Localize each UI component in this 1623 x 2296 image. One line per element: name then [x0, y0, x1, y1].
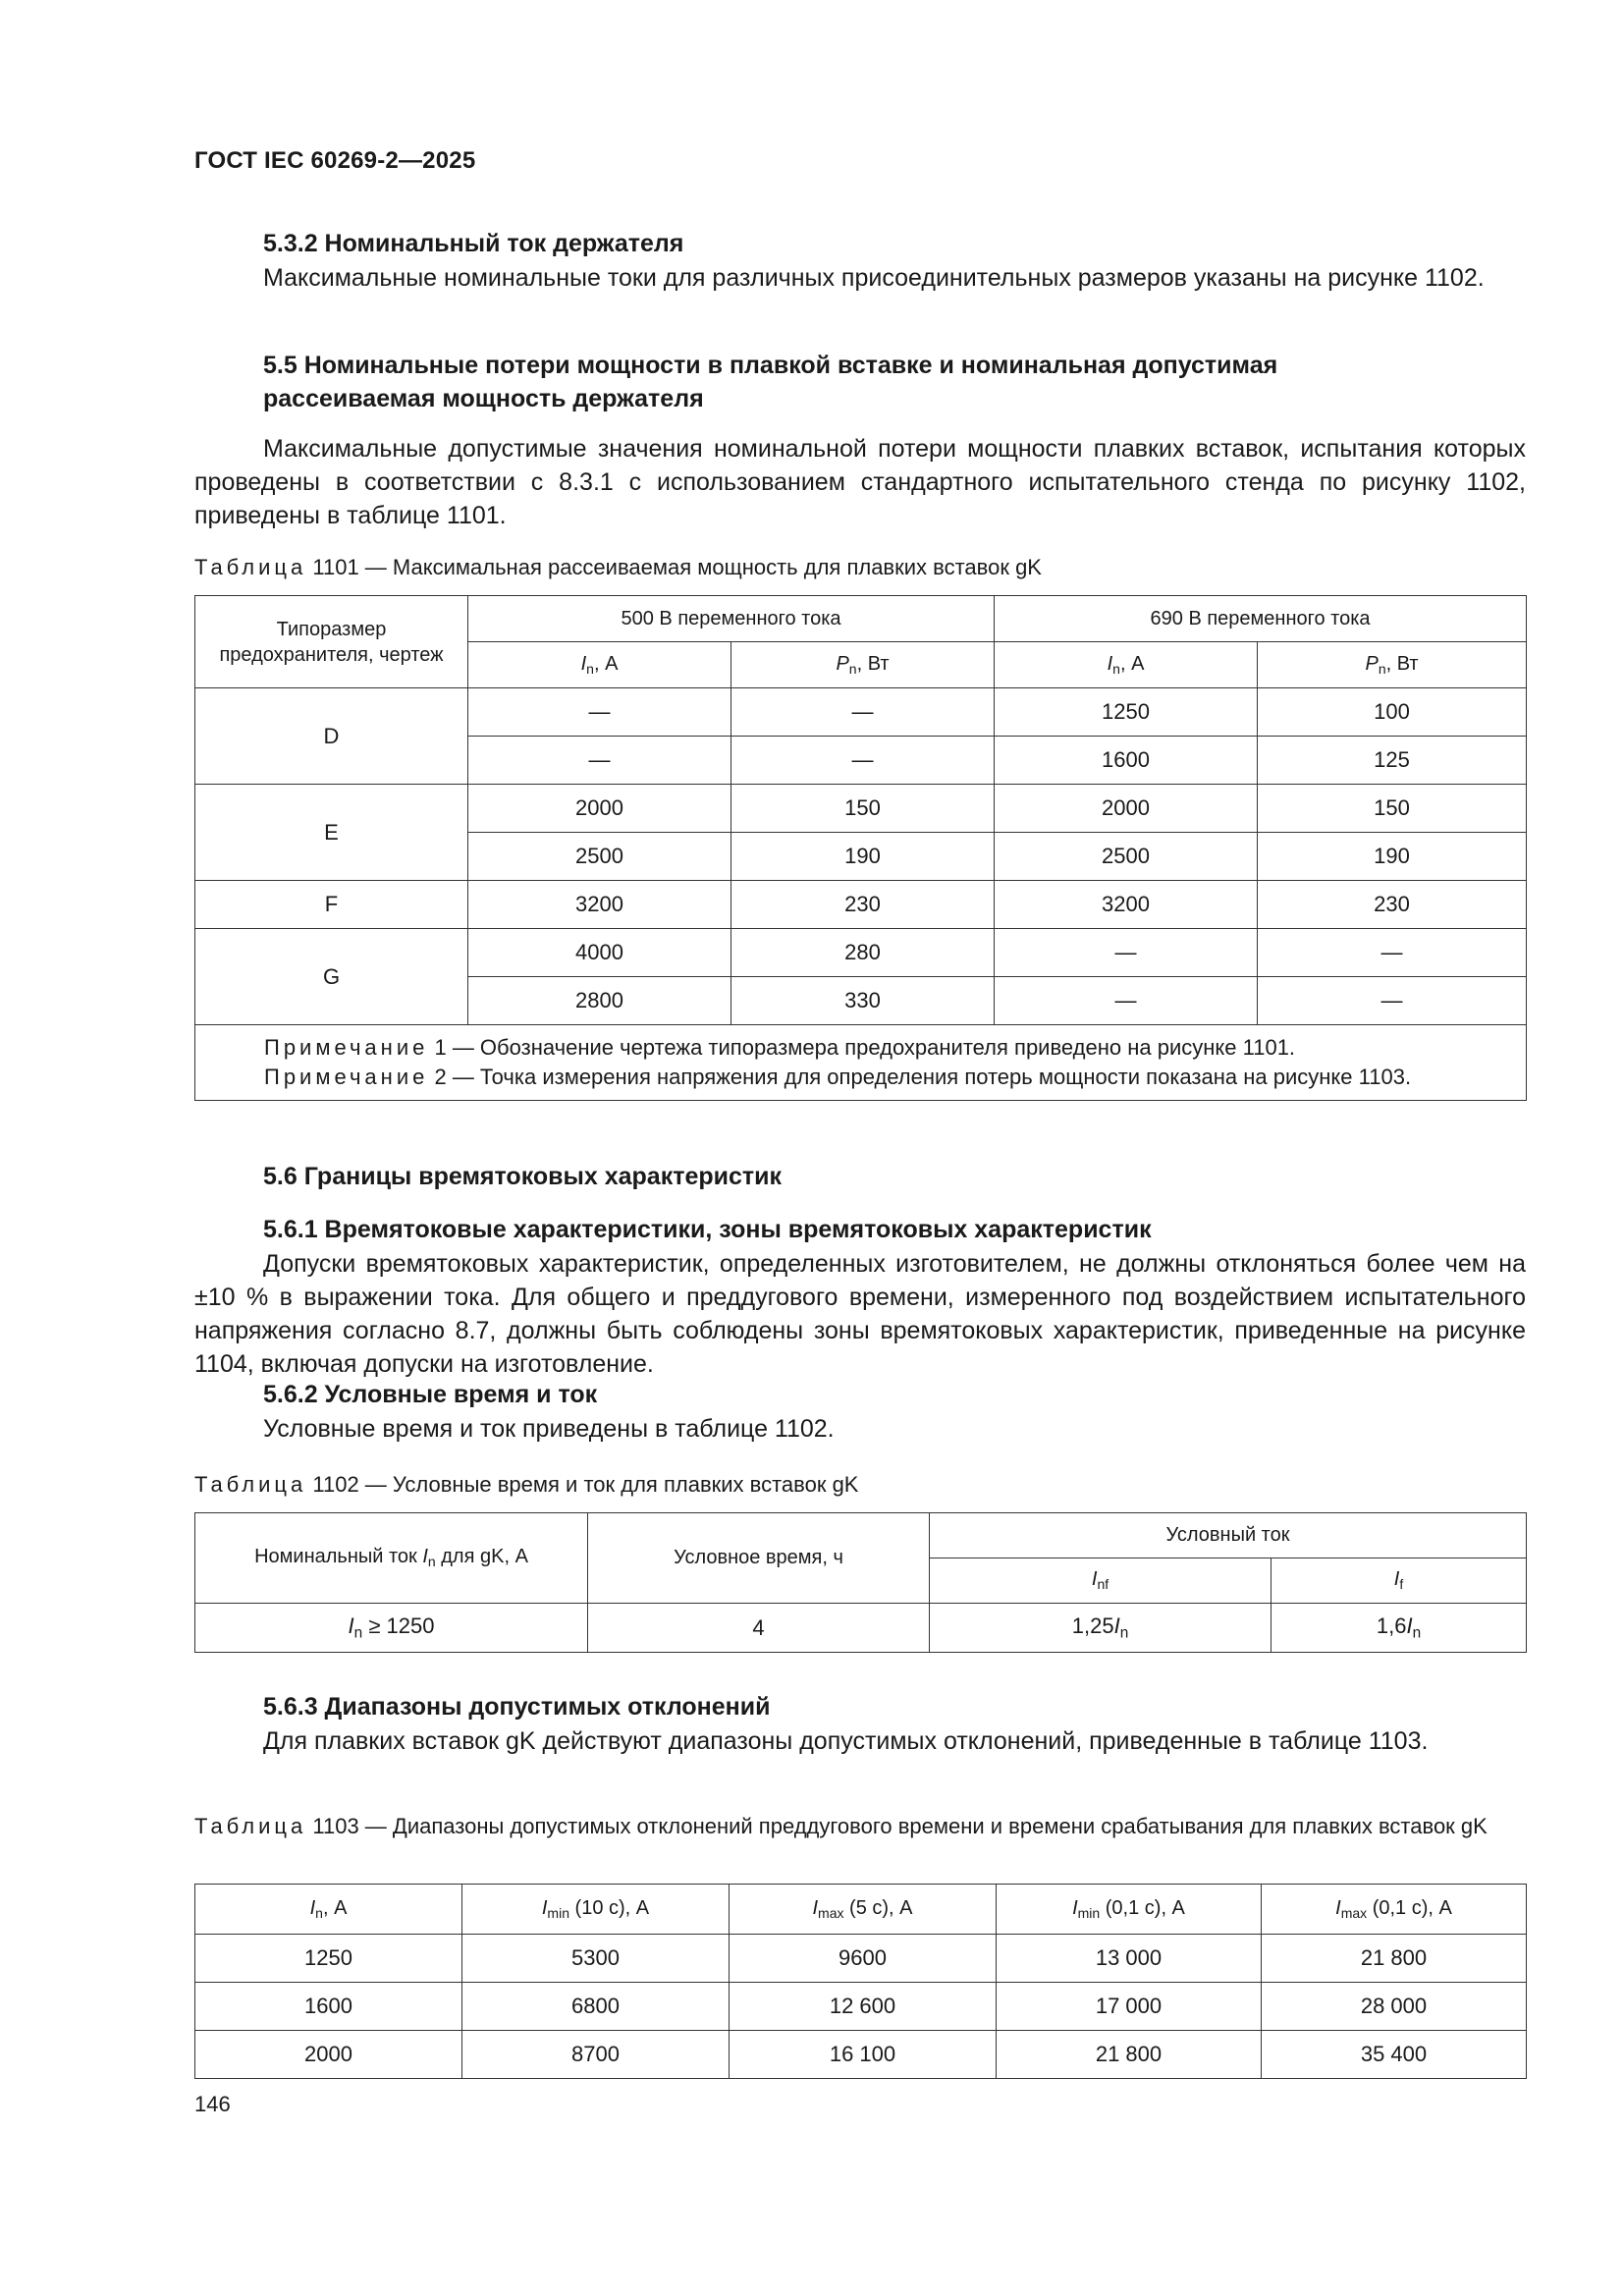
- table-cell: —: [995, 977, 1258, 1025]
- table-cell: 2800: [468, 977, 731, 1025]
- section-5-6-heading: 5.6 Границы времятоковых характеристик: [263, 1163, 783, 1190]
- table-1102-current-header: Условный ток: [930, 1513, 1527, 1558]
- table-1103-caption: Таблица 1103 — Диапазоны допустимых отклонений преддугового времени и времени срабатывания для плавких вставок gK: [194, 1814, 1488, 1838]
- table-cell: $1,25I_n$: [930, 1604, 1271, 1653]
- section-5-5-text: Максимальные допустимые значения номинальной потери мощности плавких вставок, испытания которых проведены в соответствии с 8.3.1 с использованием стандартного испытательного стенда по рисунку 1102, приведены в таблице 1101.: [194, 435, 1526, 529]
- table-1103: [194, 1884, 1527, 2079]
- table-cell: 3200: [468, 881, 731, 929]
- table-cell: 125: [1258, 737, 1527, 785]
- table-cell: 5300: [462, 1935, 730, 1983]
- table-cell: 1600: [195, 1983, 462, 2031]
- table-cell: 2500: [995, 833, 1258, 881]
- table-1101-in-header: $I_n$, А: [468, 642, 731, 688]
- table-cell: $1,6I_n$: [1271, 1604, 1527, 1653]
- table-1101-pn-header: $P_n$, Вт: [731, 642, 995, 688]
- table-1101-pn-header: $P_n$, Вт: [1258, 642, 1527, 688]
- section-5-3-2-heading: 5.3.2 Номинальный ток держателя: [263, 230, 684, 257]
- table-1101-group1-header: 500 В переменного тока: [468, 596, 995, 642]
- table-1103-header-0: $I_n$, А: [195, 1885, 462, 1935]
- section-5-3-2-text: Максимальные номинальные токи для различных присоединительных размеров указаны на рисунке 1102.: [263, 264, 1485, 292]
- table-cell: 3200: [995, 881, 1258, 929]
- table-cell-size: F: [195, 881, 468, 929]
- table-cell-size: G: [195, 929, 468, 1025]
- page-number: 146: [194, 2092, 231, 2116]
- table-1103-header-1: $I_{min}$ (10 с), А: [462, 1885, 730, 1935]
- table-row: [195, 1983, 1527, 2031]
- table-1101-notes: [195, 1025, 1527, 1101]
- table-cell: 1250: [995, 688, 1258, 737]
- table-cell: 280: [731, 929, 995, 977]
- table-cell: —: [995, 929, 1258, 977]
- table-cell: 9600: [730, 1935, 997, 1983]
- table-cell: 6800: [462, 1983, 730, 2031]
- table-1102-time-header: Условное время, ч: [588, 1513, 930, 1604]
- table-cell: 150: [731, 785, 995, 833]
- table-cell: —: [731, 737, 995, 785]
- table-cell: 100: [1258, 688, 1527, 737]
- table-cell-size: E: [195, 785, 468, 881]
- section-5-5-heading-line1: 5.5 Номинальные потери мощности в плавкой вставке и номинальная допустимая: [263, 352, 1278, 379]
- table-cell: 2000: [468, 785, 731, 833]
- table-row: [195, 1935, 1527, 1983]
- table-1101-caption: Таблица 1101 — Максимальная рассеиваемая мощность для плавких вставок gK: [194, 555, 1042, 579]
- table-cell: 16 100: [730, 2031, 997, 2079]
- table-1101-col0-header: Типоразмер предохранителя, чертеж: [195, 596, 468, 688]
- table-cell: 28 000: [1262, 1983, 1527, 2031]
- table-1103-header-3: $I_{min}$ (0,1 с), А: [997, 1885, 1262, 1935]
- table-cell: 330: [731, 977, 995, 1025]
- table-cell: 2000: [195, 2031, 462, 2079]
- table-1102-if-header: $I_f$: [1271, 1558, 1527, 1604]
- table-cell: 21 800: [1262, 1935, 1527, 1983]
- table-cell: —: [1258, 929, 1527, 977]
- table-1101: [194, 595, 1527, 1101]
- table-cell: 8700: [462, 2031, 730, 2079]
- table-cell: 2500: [468, 833, 731, 881]
- table-cell: 4: [588, 1604, 930, 1653]
- table-cell: 230: [731, 881, 995, 929]
- section-5-6-3-heading: 5.6.3 Диапазоны допустимых отклонений: [263, 1693, 771, 1721]
- section-5-5-heading-line2: рассеиваемая мощность держателя: [263, 385, 704, 412]
- table-1102-inf-header: $I_{nf}$: [930, 1558, 1271, 1604]
- table-cell: —: [468, 737, 731, 785]
- table-cell: 190: [1258, 833, 1527, 881]
- table-cell: 13 000: [997, 1935, 1262, 1983]
- table-cell: $I_n \ge 1250$: [195, 1604, 588, 1653]
- section-5-6-1-text: Допуски времятоковых характеристик, определенных изготовителем, не должны отклоняться более чем на ±10 % в выражении тока. Для общего и преддугового времени, измеренного под воздействием испытательного напряжения согласно 8.7, должны быть соблюдены зоны времятоковых характеристик, приведенные на рисунке 1104, включая допуски на изготовление.: [194, 1250, 1526, 1378]
- table-cell: 2000: [995, 785, 1258, 833]
- table-1101-group2-header: 690 В переменного тока: [995, 596, 1527, 642]
- table-cell: 190: [731, 833, 995, 881]
- table-1101-note-1: Примечание 1 — Обозначение чертежа типоразмера предохранителя приведено на рисунке 1101.: [264, 1035, 1296, 1060]
- section-5-6-2-heading: 5.6.2 Условные время и ток: [263, 1381, 598, 1408]
- table-cell: 4000: [468, 929, 731, 977]
- table-row: [195, 785, 1527, 833]
- table-cell: 150: [1258, 785, 1527, 833]
- table-1103-header-4: $I_{max}$ (0,1 с), А: [1262, 1885, 1527, 1935]
- table-1101-note-2: Примечание 2 — Точка измерения напряжения для определения потерь мощности показана на рисунке 1103.: [264, 1065, 1412, 1089]
- table-row: [195, 688, 1527, 737]
- table-1103-header-2: $I_{max}$ (5 с), А: [730, 1885, 997, 1935]
- table-1102-nominal-header: Номинальный ток $I_n$ для gK, А: [195, 1513, 588, 1604]
- table-cell: 35 400: [1262, 2031, 1527, 2079]
- section-5-6-2-text: Условные время и ток приведены в таблице 1102.: [263, 1415, 835, 1443]
- table-cell: 17 000: [997, 1983, 1262, 2031]
- table-cell-size: D: [195, 688, 468, 785]
- table-row: [195, 929, 1527, 977]
- table-row: [195, 2031, 1527, 2079]
- table-row: [195, 881, 1527, 929]
- table-cell: 230: [1258, 881, 1527, 929]
- table-1102: [194, 1512, 1527, 1653]
- table-1102-caption: Таблица 1102 — Условные время и ток для плавких вставок gK: [194, 1472, 859, 1497]
- section-5-6-3-text: Для плавких вставок gK действуют диапазоны допустимых отклонений, приведенные в таблице 1103.: [263, 1727, 1429, 1755]
- section-5-6-1-heading: 5.6.1 Времятоковые характеристики, зоны времятоковых характеристик: [263, 1216, 1152, 1243]
- table-row: [195, 1604, 1527, 1653]
- table-cell: —: [1258, 977, 1527, 1025]
- table-cell: —: [468, 688, 731, 737]
- table-cell: 21 800: [997, 2031, 1262, 2079]
- table-cell: —: [731, 688, 995, 737]
- table-1101-in-header: $I_n$, А: [995, 642, 1258, 688]
- table-cell: 1600: [995, 737, 1258, 785]
- document-title: ГОСТ IEC 60269-2—2025: [194, 147, 476, 174]
- table-cell: 12 600: [730, 1983, 997, 2031]
- table-cell: 1250: [195, 1935, 462, 1983]
